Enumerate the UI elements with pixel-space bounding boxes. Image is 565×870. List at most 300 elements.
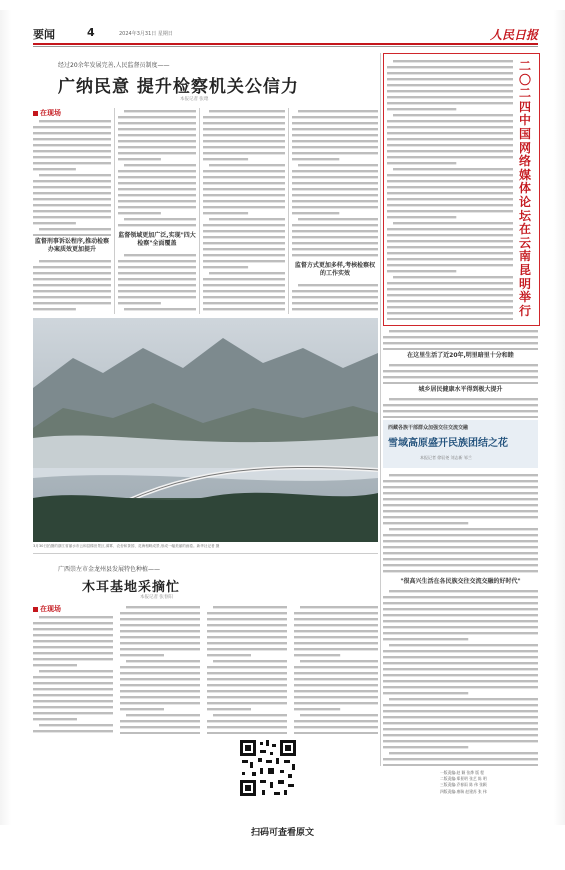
text-lines <box>387 58 513 320</box>
text-line <box>118 122 196 124</box>
text-line <box>118 152 196 154</box>
text-line <box>203 140 285 142</box>
text-line <box>383 662 538 664</box>
header-rule-thin <box>33 46 538 47</box>
tibet-byline: 本报记者 徐驭尧 刘志新 邹兰 <box>420 455 472 460</box>
text-line <box>203 116 285 118</box>
text-line <box>33 222 76 224</box>
sec2-column-1 <box>33 614 113 734</box>
text-line <box>120 666 200 668</box>
text-line <box>33 290 111 292</box>
text-line <box>203 188 285 190</box>
text-line <box>387 90 513 92</box>
text-line <box>393 222 513 224</box>
text-line <box>203 248 285 250</box>
text-line <box>39 616 113 618</box>
text-line <box>207 678 287 680</box>
text-lines <box>383 328 538 350</box>
text-line <box>383 382 538 384</box>
text-line <box>33 634 113 636</box>
text-line <box>389 330 538 332</box>
text-line <box>207 618 287 620</box>
text-line <box>294 732 378 734</box>
text-lines <box>33 614 113 734</box>
text-line <box>124 254 196 256</box>
text-line <box>33 640 113 642</box>
text-line <box>118 146 196 148</box>
text-line <box>389 644 538 646</box>
text-line <box>294 678 378 680</box>
sec2-column-4 <box>294 604 378 734</box>
text-line <box>294 612 378 614</box>
text-line <box>292 254 378 256</box>
text-line <box>207 720 287 722</box>
text-line <box>118 134 196 136</box>
text-line <box>209 110 285 112</box>
text-lines <box>383 472 538 576</box>
text-line <box>387 120 513 122</box>
text-line <box>120 648 200 650</box>
col-rule-3 <box>288 108 289 314</box>
text-line <box>33 664 77 666</box>
text-line <box>292 152 378 154</box>
text-line <box>292 158 339 160</box>
text-line <box>207 636 287 638</box>
text-line <box>292 290 378 292</box>
page-number: 4 <box>87 26 95 39</box>
text-line <box>292 170 378 172</box>
text-line <box>294 624 378 626</box>
text-line <box>294 666 378 668</box>
text-line <box>383 570 538 572</box>
text-line <box>383 704 538 706</box>
text-line <box>292 212 339 214</box>
text-line <box>383 746 468 748</box>
text-line <box>118 224 196 226</box>
sec2-tag: 在现场 <box>33 604 61 614</box>
text-line <box>118 128 196 130</box>
sec2-kicker: 广西崇左市金龙州县发展特色种植—— <box>58 566 161 573</box>
text-line <box>383 480 538 482</box>
text-line <box>120 678 200 680</box>
text-line <box>387 84 513 86</box>
text-line <box>33 234 111 236</box>
text-line <box>383 596 538 598</box>
text-line <box>387 156 513 158</box>
right-subhead-2: 城乡居民健康水平得到极大提升 <box>418 386 503 393</box>
text-line <box>393 114 513 116</box>
text-line <box>33 272 111 274</box>
text-line <box>118 194 196 196</box>
text-line <box>33 266 111 268</box>
text-line <box>298 284 378 286</box>
text-line <box>120 624 200 626</box>
lead-column-1b <box>33 258 111 314</box>
text-line <box>383 404 538 406</box>
text-line <box>292 308 378 310</box>
text-line <box>118 140 196 142</box>
text-line <box>383 552 538 554</box>
col-rule-2 <box>199 108 200 314</box>
text-line <box>120 696 200 698</box>
text-line <box>383 632 538 634</box>
text-line <box>33 652 113 654</box>
text-line <box>120 726 200 728</box>
text-line <box>383 668 538 670</box>
text-line <box>383 370 538 372</box>
text-line <box>383 510 538 512</box>
text-line <box>387 162 456 164</box>
text-line <box>126 606 200 608</box>
text-line <box>383 710 538 712</box>
text-line <box>387 174 513 176</box>
text-line <box>213 660 287 662</box>
text-line <box>120 630 200 632</box>
text-line <box>118 188 196 190</box>
tibet-column-2 <box>383 588 538 766</box>
text-line <box>33 198 111 200</box>
text-line <box>207 624 287 626</box>
text-line <box>387 282 513 284</box>
text-line <box>120 684 200 686</box>
text-line <box>207 642 287 644</box>
text-line <box>33 700 113 702</box>
right-column-mid2 <box>383 396 538 418</box>
text-line <box>387 72 513 74</box>
lead-column-2b <box>118 252 196 314</box>
text-line <box>387 198 513 200</box>
text-line <box>39 724 113 726</box>
text-line <box>118 302 161 304</box>
text-line <box>292 146 378 148</box>
text-line <box>393 60 513 62</box>
text-line <box>39 120 111 122</box>
text-line <box>207 708 251 710</box>
text-line <box>383 522 468 524</box>
text-line <box>33 216 111 218</box>
text-line <box>33 186 111 188</box>
side-box-title: 二〇二四中国网络媒体论坛在云南昆明举行 <box>518 59 531 318</box>
text-line <box>383 564 538 566</box>
text-line <box>118 170 196 172</box>
text-lines <box>383 588 538 766</box>
text-line <box>383 516 538 518</box>
sec2-headline: 木耳基地采摘忙 <box>82 580 181 595</box>
text-line <box>203 266 248 268</box>
text-line <box>292 200 378 202</box>
lead-headline: 广纳民意 提升检察机关公信力 <box>58 77 299 97</box>
text-line <box>387 294 513 296</box>
right-column-top <box>383 328 538 350</box>
text-line <box>207 684 287 686</box>
qr-code-graphic <box>238 738 298 798</box>
text-line <box>124 218 196 220</box>
text-line <box>393 276 513 278</box>
text-line <box>120 732 200 734</box>
text-line <box>387 252 513 254</box>
text-line <box>118 182 196 184</box>
text-line <box>294 648 378 650</box>
text-line <box>387 228 513 230</box>
text-line <box>387 306 513 308</box>
text-line <box>294 618 378 620</box>
text-line <box>33 706 113 708</box>
text-line <box>203 128 285 130</box>
sec2-byline: 本报记者 张春阳 <box>140 595 173 600</box>
lead-byline: 本报记者 张璁 <box>180 97 209 102</box>
col-rule-right <box>380 53 381 766</box>
landscape-photo-art <box>33 318 378 542</box>
text-line <box>389 474 538 476</box>
text-line <box>120 654 164 656</box>
text-line <box>292 230 378 232</box>
text-line <box>387 102 513 104</box>
text-line <box>389 698 538 700</box>
text-line <box>383 716 538 718</box>
text-line <box>294 672 378 674</box>
text-line <box>203 296 285 298</box>
section-divider <box>33 553 378 554</box>
text-line <box>294 636 378 638</box>
text-line <box>387 132 513 134</box>
text-line <box>118 206 196 208</box>
staff-credits <box>440 770 536 795</box>
staff-line: 四版责编:康瑞 赵建苏 张 伟 <box>440 788 487 794</box>
text-line <box>383 740 538 742</box>
text-line <box>387 180 513 182</box>
text-line <box>33 694 113 696</box>
text-line <box>383 558 538 560</box>
text-line <box>383 540 538 542</box>
text-line <box>120 612 200 614</box>
col-rule-1 <box>114 108 115 314</box>
staff-line: 一版责编:赵 颖 张烨 版 程 <box>440 770 485 775</box>
text-line <box>387 150 513 152</box>
text-line <box>387 204 513 206</box>
text-line <box>33 296 111 298</box>
text-line <box>389 528 538 530</box>
text-line <box>126 660 200 662</box>
text-line <box>383 534 538 536</box>
text-line <box>33 156 111 158</box>
text-line <box>39 670 113 672</box>
text-line <box>203 170 285 172</box>
header-rule <box>33 43 538 45</box>
text-line <box>383 504 538 506</box>
text-line <box>207 612 287 614</box>
text-line <box>203 254 285 256</box>
text-line <box>383 734 538 736</box>
text-line <box>383 336 538 338</box>
text-line <box>387 138 513 140</box>
text-lines <box>33 118 111 236</box>
text-line <box>39 228 111 230</box>
text-line <box>383 608 538 610</box>
text-line <box>213 714 287 716</box>
text-line <box>33 180 111 182</box>
text-line <box>213 606 287 608</box>
text-line <box>207 654 251 656</box>
text-line <box>203 212 248 214</box>
text-line <box>292 182 378 184</box>
page-fold-left <box>0 10 11 825</box>
text-line <box>383 492 538 494</box>
text-line <box>383 546 538 548</box>
right-column-mid <box>383 362 538 384</box>
text-line <box>294 684 378 686</box>
text-line <box>292 206 378 208</box>
text-line <box>120 708 164 710</box>
text-line <box>120 702 200 704</box>
text-line <box>383 620 538 622</box>
text-line <box>387 144 513 146</box>
text-line <box>120 636 200 638</box>
tibet-column-1 <box>383 472 538 576</box>
text-line <box>292 176 378 178</box>
text-line <box>387 216 456 218</box>
text-line <box>383 722 538 724</box>
text-line <box>203 206 285 208</box>
text-line <box>207 696 287 698</box>
text-line <box>292 248 378 250</box>
text-line <box>203 284 285 286</box>
text-line <box>292 236 378 238</box>
text-line <box>207 690 287 692</box>
text-line <box>300 606 378 608</box>
text-line <box>387 186 513 188</box>
text-line <box>387 246 513 248</box>
lead-column-4 <box>292 108 378 258</box>
text-line <box>298 218 378 220</box>
text-line <box>294 654 340 656</box>
text-line <box>118 116 196 118</box>
text-line <box>387 234 513 236</box>
text-line <box>292 302 378 304</box>
text-line <box>383 416 538 418</box>
text-line <box>294 720 378 722</box>
text-line <box>209 272 285 274</box>
text-line <box>203 290 285 292</box>
text-line <box>203 242 285 244</box>
text-line <box>209 218 285 220</box>
text-line <box>33 688 113 690</box>
text-line <box>120 720 200 722</box>
text-line <box>389 752 538 754</box>
text-line <box>389 590 538 592</box>
text-line <box>389 398 538 400</box>
text-line <box>120 690 200 692</box>
text-line <box>124 110 196 112</box>
text-line <box>33 676 113 678</box>
section-name: 要闻 <box>33 28 55 41</box>
sec2-column-2 <box>120 604 200 734</box>
newspaper-logo: 人民日报 <box>489 28 538 42</box>
text-line <box>33 150 111 152</box>
text-line <box>383 692 468 694</box>
text-line <box>207 666 287 668</box>
text-line <box>383 728 538 730</box>
text-line <box>120 618 200 620</box>
text-line <box>39 260 111 262</box>
landscape-photo <box>33 318 378 542</box>
photo-caption: 3月30日拍摄的浙江省丽水市云和县梯田景区,薄雾、农舍和茶园、花海相映成景,形成一幅美丽的画卷。新华社记者 摄 <box>33 544 220 548</box>
text-line <box>383 614 538 616</box>
text-line <box>207 702 287 704</box>
text-line <box>294 642 378 644</box>
tibet-kicker: 西藏各族干部群众加强交往交流交融 <box>388 425 469 431</box>
text-line <box>33 730 113 732</box>
lead-subhead-1: 监督刑事诉讼程序,推动检察办案质效更加提升 <box>34 238 110 253</box>
text-line <box>389 364 538 366</box>
text-line <box>33 628 113 630</box>
text-line <box>33 646 113 648</box>
text-line <box>292 122 378 124</box>
text-lines <box>118 252 196 314</box>
text-lines <box>383 396 538 418</box>
text-lines <box>207 604 287 734</box>
text-lines <box>118 108 196 230</box>
lead-column-2 <box>118 108 196 230</box>
right-subhead-1: 在这里生活了近20年,明里暗里十分和睦 <box>407 352 514 359</box>
text-line <box>300 714 378 716</box>
text-line <box>33 126 111 128</box>
text-lines <box>203 108 285 314</box>
text-line <box>33 204 111 206</box>
text-line <box>300 660 378 662</box>
text-lines <box>33 258 111 314</box>
text-line <box>124 308 196 310</box>
text-line <box>203 230 285 232</box>
text-line <box>292 194 378 196</box>
lead-subhead-2: 监督领域更加广泛,实现"四大检察"全面覆盖 <box>118 232 196 247</box>
text-line <box>207 648 287 650</box>
text-lines <box>292 108 378 258</box>
text-line <box>118 212 161 214</box>
text-line <box>383 348 538 350</box>
text-line <box>203 260 285 262</box>
text-line <box>292 140 378 142</box>
text-line <box>387 312 513 314</box>
text-line <box>292 134 378 136</box>
text-line <box>118 284 196 286</box>
text-line <box>126 714 200 716</box>
text-line <box>33 682 113 684</box>
text-line <box>207 726 287 728</box>
qr-code[interactable] <box>238 738 298 798</box>
text-line <box>33 308 76 310</box>
text-line <box>118 260 196 262</box>
text-line <box>33 718 77 720</box>
text-lines <box>294 604 378 734</box>
text-line <box>383 638 468 640</box>
text-line <box>383 342 538 344</box>
text-lines <box>383 362 538 384</box>
text-line <box>387 66 513 68</box>
text-line <box>387 258 513 260</box>
text-line <box>387 96 513 98</box>
text-line <box>33 132 111 134</box>
text-line <box>294 630 378 632</box>
text-line <box>387 126 513 128</box>
text-line <box>203 278 285 280</box>
text-line <box>383 486 538 488</box>
text-line <box>203 302 285 304</box>
text-line <box>387 288 513 290</box>
text-line <box>383 650 538 652</box>
text-line <box>383 376 538 378</box>
text-line <box>383 674 538 676</box>
text-line <box>33 162 111 164</box>
